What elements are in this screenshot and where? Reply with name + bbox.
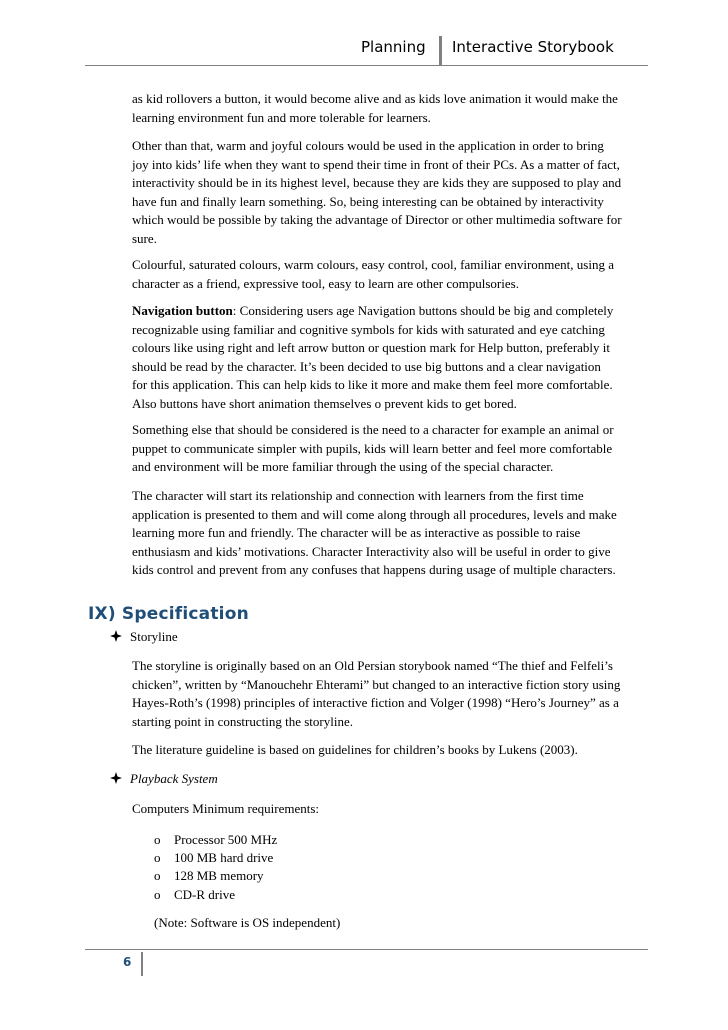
list-item (154, 886, 277, 904)
text-line: and environment will be more familiar through the using of the special character. (132, 459, 554, 474)
text-line: should be read by the character. It’s been decided to use big buttons and a clear navigation (132, 358, 601, 374)
text-line: learning environment fun and more tolerable for learners. (132, 109, 431, 125)
text-line: The character will start its relationship and connection with learners from the first time (132, 488, 584, 503)
page-number: 6 (123, 955, 132, 969)
list-item-text: CD-R drive (174, 886, 236, 902)
circle-bullet-icon: o (154, 832, 161, 847)
note-text (154, 914, 674, 933)
circle-bullet-icon: o (154, 886, 161, 902)
text-span: : Considering users age Navigation buttons should be big and completely (232, 303, 614, 318)
header-section: Planning (361, 38, 426, 56)
list-item-text: Processor 500 MHz (174, 832, 278, 847)
paragraph-storyline (132, 657, 652, 731)
paragraph-compulsories (132, 256, 652, 293)
text-line: Other than that, warm and joyful colours would be used in the application in order to bring (132, 138, 604, 153)
text-line: Colourful, saturated colours, warm colours, easy control, cool, familiar environment, using a (132, 257, 614, 272)
text-line: Also buttons have short animation themselves o prevent kids to get bored. (132, 395, 517, 411)
header-divider (439, 36, 442, 66)
diamond-bullet-icon (110, 630, 122, 642)
requirements-label (132, 800, 652, 819)
paragraph-guideline (132, 741, 652, 760)
page-header (0, 36, 728, 66)
text-line: Hayes-Roth’s (1998) principles of interactive fiction and Volger (1998) “Hero’s Journey” as a (132, 695, 619, 710)
diamond-bullet-icon (110, 772, 122, 784)
text-line: enthusiasm and kids’ motivations. Character Interactivity also will be useful in order to give (132, 543, 611, 559)
text-line: sure. (132, 230, 157, 246)
requirements-list (154, 831, 277, 904)
text-line: Computers Minimum requirements: (132, 801, 320, 816)
text-line: for this application. This can help kids to like it more and make them feel more comfortable. (132, 377, 613, 392)
text-line: recognizable using familiar and cognitive symbols for kids with saturated and eye catching (132, 321, 605, 337)
list-item-text: 100 MB hard drive (174, 850, 274, 866)
text-line: learning more fun and friendly. The character will be as interactive as possible to raise (132, 525, 581, 540)
circle-bullet-icon: o (154, 850, 161, 866)
bullet-label: Playback System (130, 771, 218, 786)
text-line: interactivity should be in its highest level, because they are kids they are supposed to play and (132, 175, 622, 190)
section-heading: IX) Specification (88, 604, 249, 624)
paragraph-colours (132, 137, 652, 248)
navigation-button-label: Navigation button (132, 303, 233, 318)
list-item-text: 128 MB memory (174, 868, 264, 884)
paragraph-character-need (132, 421, 652, 477)
text-line: which would be possible by taking the advantage of Director or other multimedia software for (132, 212, 622, 227)
header-rule (85, 65, 648, 66)
list-item (154, 849, 277, 867)
list-item (154, 867, 277, 885)
text-line: have fun and finally learn something. So, being interesting can be obtained by interactivity (132, 193, 604, 209)
circle-bullet-icon: o (154, 868, 161, 884)
text-line: starting point in constructing the storyline. (132, 713, 353, 729)
bullet-storyline (110, 628, 178, 646)
footer-rule (85, 949, 648, 950)
text-line: application is presented to them and will come along through all procedures, levels and make (132, 506, 617, 522)
footer-divider (141, 952, 143, 976)
list-item (154, 831, 277, 849)
text-line: The storyline is originally based on an Old Persian storybook named “The thief and Felfeli’s (132, 658, 613, 673)
bullet-playback-system (110, 770, 218, 788)
text-line: character as a friend, expressive tool, easy to learn are other compulsories. (132, 275, 519, 291)
header-title: Interactive Storybook (452, 38, 614, 56)
paragraph-character-relationship (132, 487, 652, 580)
text-line: puppet to communicate simpler with pupils, kids will learn better and feel more comfortable (132, 440, 613, 456)
text-line: as kid rollovers a button, it would become alive and as kids love animation it would make the (132, 91, 618, 106)
paragraph-rollover (132, 90, 652, 127)
text-line: colours like using right and left arrow button or question mark for Help button, preferably it (132, 340, 610, 355)
text-line: chicken”, written by “Manouchehr Ehterami” but changed to an interactive fiction story using (132, 676, 621, 692)
text-line: The literature guideline is based on guidelines for children’s books by Lukens (2003). (132, 742, 578, 757)
paragraph-navigation-button (132, 302, 652, 413)
text-line: joy into kids’ life when they want to spend their time in front of their PCs. As a matter of fact, (132, 156, 620, 172)
text-line: kids control and prevent from any confuses that happens during usage of multiple characters. (132, 562, 616, 577)
text-line: (Note: Software is OS independent) (154, 915, 341, 930)
text-line: Something else that should be considered is the need to a character for example an animal or (132, 422, 614, 437)
text-line (132, 302, 652, 321)
bullet-label: Storyline (130, 629, 178, 644)
